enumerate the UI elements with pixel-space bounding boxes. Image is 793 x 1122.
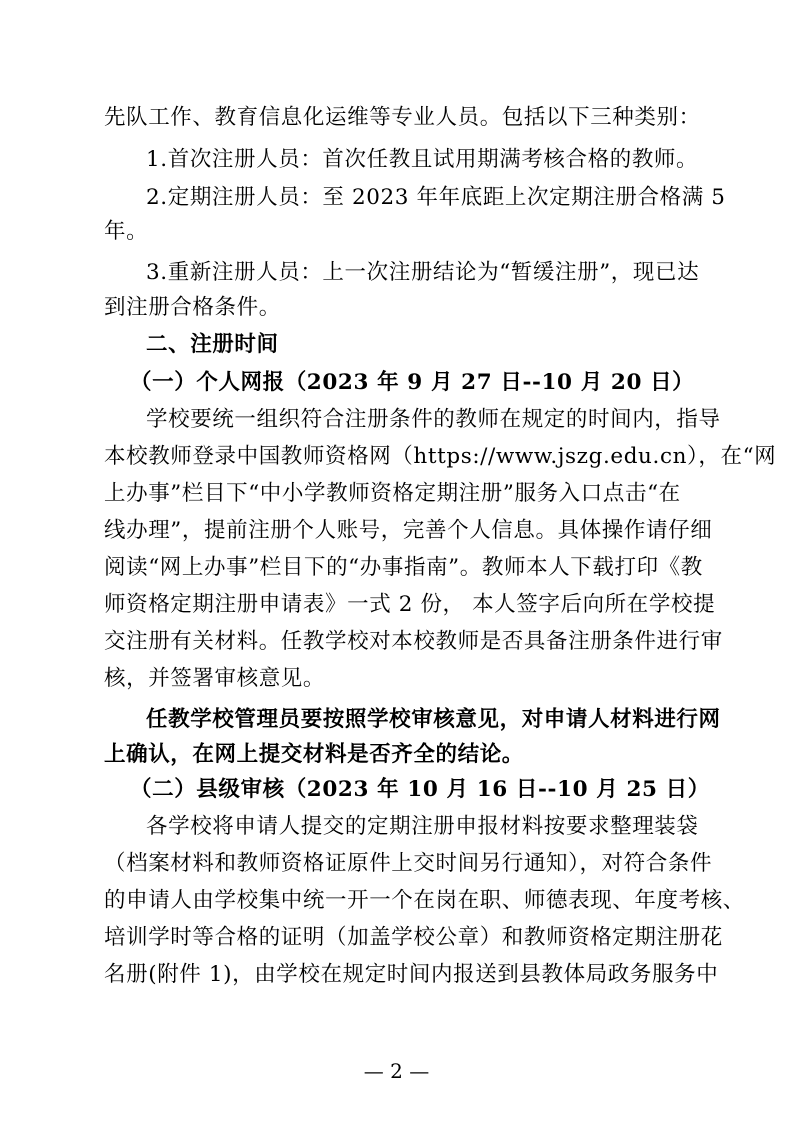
paragraph-line: 年。 <box>104 219 149 244</box>
paragraph-line: 交注册有关材料。任教学校对本校教师是否具备注册条件进行审 <box>104 629 723 654</box>
paragraph-line: 名册(附件 1)，由学校在规定时间内报送到县教体局政务服务中 <box>104 962 719 987</box>
paragraph-line: 师资格定期注册申请表》一式 2 份， 本人签字后向所在学校提 <box>104 592 716 617</box>
subsection-heading-personal-report: （一）个人网报（2023 年 9 月 27 日--10 月 20 日） <box>130 370 695 395</box>
paragraph-line: 阅读“网上办事”栏目下的“办事指南”。教师本人下载打印《教 <box>104 555 703 580</box>
paragraph-line: 核，并签署审核意见。 <box>104 666 326 691</box>
bold-paragraph-line: 上确认，在网上提交材料是否齐全的结论。 <box>104 742 524 767</box>
paragraph-line: 培训学时等合格的证明（加盖学校公章）和教师资格定期注册花 <box>104 925 723 950</box>
paragraph-line: 上办事”栏目下“中小学教师资格定期注册”服务入口点击“在 <box>104 481 681 506</box>
paragraph-line: （档案材料和教师资格证原件上交时间另行通知），对符合条件 <box>104 851 713 876</box>
paragraph-line: 本校教师登录中国教师资格网（https://www.jszg.edu.cn），在“网 <box>104 444 777 469</box>
list-item-re-registration: 3.重新注册人员：上一次注册结论为“暂缓注册”，现已达 <box>146 260 700 285</box>
section-heading-registration-time: 二、注册时间 <box>146 332 279 357</box>
paragraph-line: 的申请人由学校集中统一开一个在岗在职、师德表现、年度考核、 <box>104 888 745 913</box>
subsection-heading-county-review: （二）县级审核（2023 年 10 月 16 日--10 月 25 日） <box>130 777 710 802</box>
paragraph-line: 各学校将申请人提交的定期注册申报材料按要求整理装袋 <box>146 814 699 839</box>
list-item-first-registration: 1.首次注册人员：首次任教且试用期满考核合格的教师。 <box>146 147 699 172</box>
paragraph-line: 到注册合格条件。 <box>104 295 281 320</box>
bold-paragraph-line: 任教学校管理员要按照学校审核意见，对申请人材料进行网 <box>146 707 721 732</box>
paragraph-line: 先队工作、教育信息化运维等专业人员。包括以下三种类别： <box>104 105 701 130</box>
page-number: — 2 — <box>363 1059 430 1083</box>
list-item-periodic-registration: 2.定期注册人员：至 2023 年年底距上次定期注册合格满 5 <box>146 185 726 210</box>
paragraph-line: 学校要统一组织符合注册条件的教师在规定的时间内，指导 <box>146 407 721 432</box>
paragraph-line: 线办理”，提前注册个人账号，完善个人信息。具体操作请仔细 <box>104 518 713 543</box>
